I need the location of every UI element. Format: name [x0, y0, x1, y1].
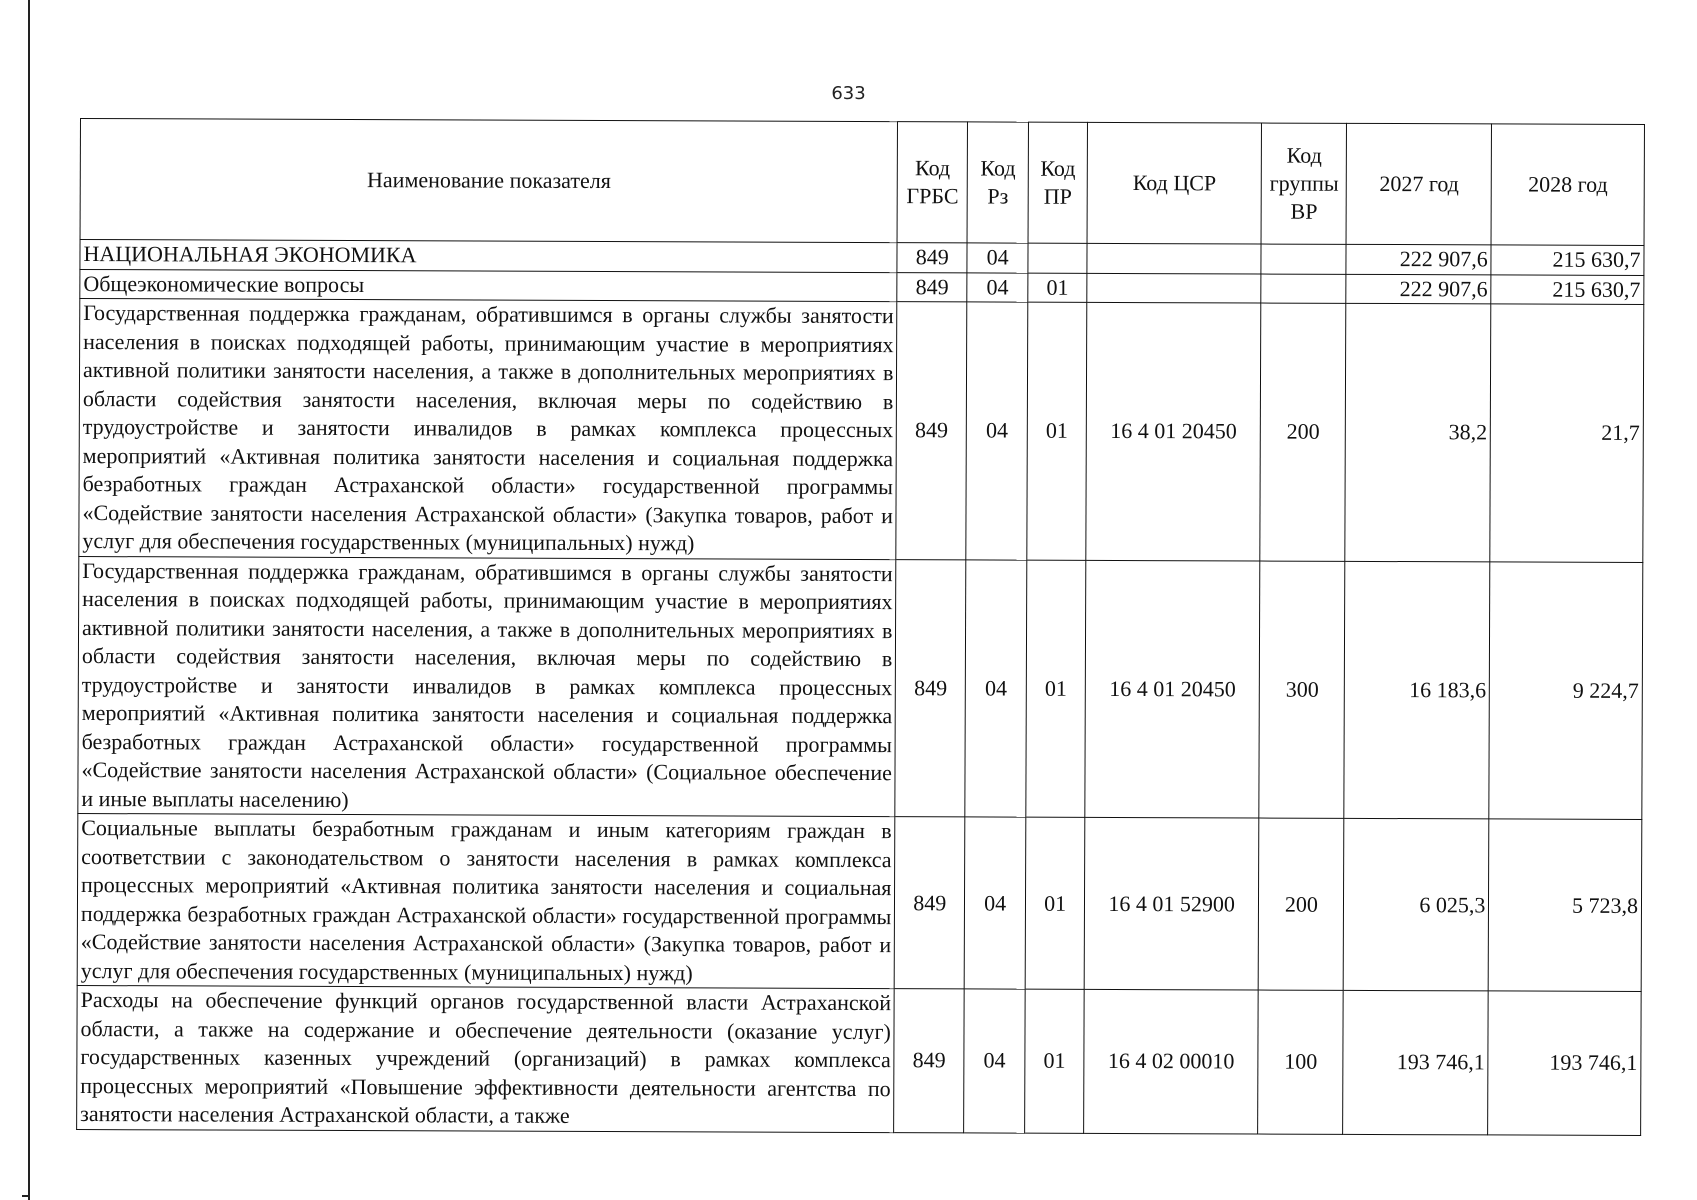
row-rz: 04 [964, 817, 1026, 989]
row-rz: 04 [966, 302, 1028, 560]
page-margin-tick [22, 1195, 30, 1197]
row-vr [1261, 274, 1346, 304]
row-vr: 200 [1259, 818, 1345, 990]
row-2028: 193 746,1 [1488, 991, 1641, 1135]
row-csr [1087, 273, 1261, 303]
row-grbs: 849 [895, 559, 966, 817]
row-2027: 6 025,3 [1344, 818, 1490, 991]
row-rz: 04 [964, 989, 1026, 1133]
row-pr [1028, 243, 1087, 273]
row-csr: 16 4 01 52900 [1084, 817, 1259, 990]
row-grbs: 849 [897, 272, 967, 302]
row-vr: 200 [1260, 303, 1346, 561]
row-name: Общеэкономические вопросы [80, 269, 898, 302]
row-pr: 01 [1026, 560, 1086, 818]
row-2027: 38,2 [1345, 303, 1491, 561]
header-rz: Код Рз [967, 122, 1028, 243]
row-2028: 215 630,7 [1491, 274, 1644, 304]
header-csr: Код ЦСР [1087, 122, 1262, 244]
row-name: НАЦИОНАЛЬНАЯ ЭКОНОМИКА [80, 240, 898, 273]
header-2028: 2028 год [1491, 124, 1644, 246]
table-row [79, 299, 1644, 563]
row-csr [1087, 243, 1261, 273]
row-vr: 300 [1259, 561, 1345, 819]
header-pr: Код ПР [1028, 122, 1087, 243]
row-csr: 16 4 01 20450 [1086, 302, 1261, 560]
row-pr: 01 [1027, 302, 1087, 560]
row-pr: 01 [1025, 817, 1085, 989]
row-2028: 215 630,7 [1491, 245, 1644, 275]
row-2028: 5 723,8 [1489, 819, 1642, 992]
row-2027: 222 907,6 [1346, 274, 1491, 304]
row-2027: 193 746,1 [1343, 990, 1489, 1134]
row-2028: 21,7 [1490, 304, 1644, 562]
table-row [78, 556, 1643, 820]
row-rz: 04 [965, 559, 1027, 817]
row-vr: 100 [1258, 990, 1344, 1134]
header-2027: 2027 год [1346, 123, 1491, 245]
header-name: Наименование показателя [80, 119, 898, 243]
row-csr: 16 4 02 00010 [1084, 989, 1259, 1133]
header-vr: Код группы ВР [1261, 123, 1346, 244]
row-name: Государственная поддержка гражданам, обратившимся в органы службы занятости населения в поисках подходящей работы, принимающим участие в мероприятиях активной политики занятости населения, а также в дополнительных мероприятиях в области содействия занятости населения, включая меры по содействию в трудоустройстве и занятости инвалидов в рамках комплекса процессных мероприятий «Активная политика занятости населения и социальная поддержка безработных граждан Астраханской области» государственной программы «Содействие занятости населения Астраханской области» (Закупка товаров, работ и услуг для обеспечения государственных (муниципальных) нужд) [79, 299, 897, 560]
table-row [77, 813, 1642, 991]
table-row [77, 985, 1642, 1135]
row-grbs: 849 [897, 243, 967, 273]
row-name: Социальные выплаты безработным гражданам и иным категориям граждан в соответствии с законодательством о занятости населения в рамках комплекса процессных мероприятий «Активная политика занятости населения и социальная поддержка безработных граждан Астраханской области» государственной программы «Содействие занятости населения Астраханской области» (Закупка товаров, работ и услуг для обеспечения государственных (муниципальных) нужд) [77, 813, 895, 988]
row-name: Государственная поддержка гражданам, обратившимся в органы службы занятости населения в поисках подходящей работы, принимающим участие в мероприятиях активной политики занятости населения, а также в дополнительных мероприятиях в области содействия занятости населения, включая меры по содействию в трудоустройстве и занятости инвалидов в рамках комплекса процессных мероприятий «Активная политика занятости населения и социальная поддержка безработных граждан Астраханской области» государственной программы «Содействие занятости населения Астраханской области» (Социальное обеспечение и иные выплаты населению) [78, 556, 896, 817]
page-number: 633 [831, 83, 866, 104]
row-grbs: 849 [896, 302, 967, 560]
row-rz: 04 [967, 272, 1028, 302]
row-pr: 01 [1025, 989, 1084, 1133]
row-csr: 16 4 01 20450 [1085, 560, 1260, 818]
row-2027: 222 907,6 [1346, 244, 1491, 274]
row-pr: 01 [1028, 273, 1087, 303]
header-grbs: Код ГРБС [897, 122, 967, 243]
row-name: Расходы на обеспечение функций органов государственной власти Астраханской области, а также на содержание и обеспечение деятельности (оказание услуг) государственных казенных учреждений (организаций) в рамках комплекса процессных мероприятий «Повышение эффективности деятельности агентства по занятости населения Астраханской области, а также [77, 985, 895, 1132]
table-header-row [80, 119, 1644, 246]
row-2027: 16 183,6 [1344, 561, 1490, 819]
row-grbs: 849 [895, 817, 965, 989]
row-rz: 04 [967, 243, 1028, 273]
row-2028: 9 224,7 [1489, 561, 1643, 819]
row-vr [1261, 244, 1346, 274]
page-margin-rule [28, 0, 30, 1200]
row-grbs: 849 [894, 989, 964, 1133]
budget-table [76, 118, 1645, 1136]
